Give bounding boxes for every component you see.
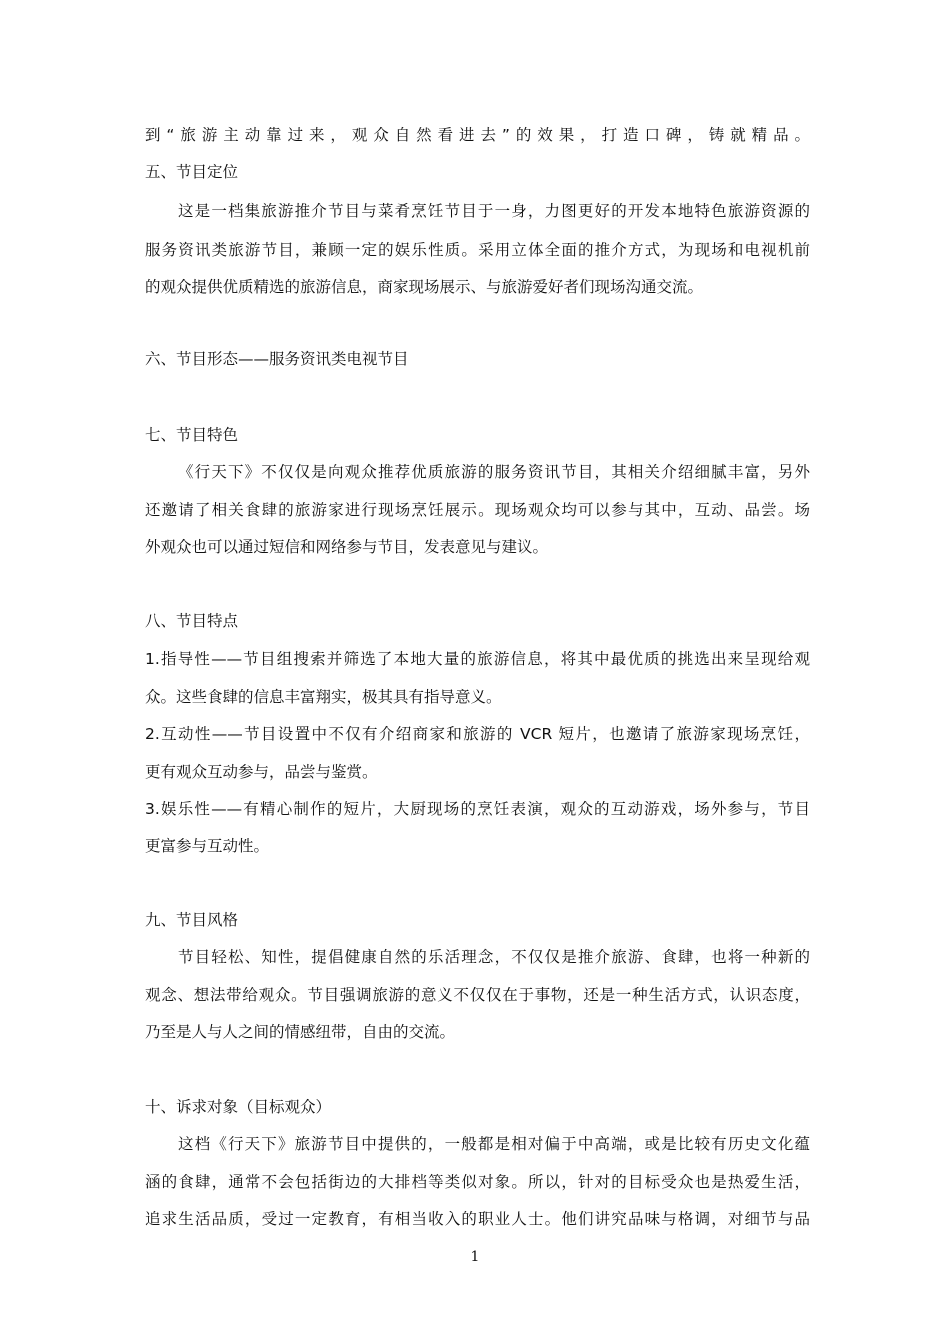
list-item-line: 更富参与互动性。 [145, 837, 270, 855]
paragraph-line: 节目轻松、知性，提倡健康自然的乐活理念，不仅仅是推介旅游、食肆，也将一种新的 [178, 948, 810, 966]
section-heading-format: 六、节目形态——服务资讯类电视节目 [145, 350, 409, 368]
section-heading-characteristics: 八、节目特点 [145, 612, 239, 630]
paragraph-line: 服务资讯类旅游节目，兼顾一定的娱乐性质。采用立体全面的推介方式，为现场和电视机前 [145, 241, 810, 259]
section-heading-style: 九、节目风格 [145, 911, 239, 929]
paragraph-line: 这是一档集旅游推介节目与菜肴烹饪节目于一身，力图更好的开发本地特色旅游资源的 [178, 202, 810, 220]
paragraph-line: 《行天下》不仅仅是向观众推荐优质旅游的服务资讯节目，其相关介绍细腻丰富，另外 [178, 463, 810, 481]
section-heading-features: 七、节目特色 [145, 426, 239, 444]
page-number: 1 [470, 1249, 480, 1265]
paragraph-line: 外观众也可以通过短信和网络参与节目，发表意见与建议。 [145, 538, 549, 556]
paragraph-line: 还邀请了相关食肆的旅游家进行现场烹饪展示。现场观众均可以参与其中，互动、品尝。场 [145, 501, 810, 519]
section-heading-audience: 十、诉求对象（目标观众） [145, 1098, 332, 1116]
paragraph-line: 观念、想法带给观众。节目强调旅游的意义不仅仅在于事物，还是一种生活方式，认识态度， [145, 986, 810, 1004]
list-item-line: 1.指导性——节目组搜索并筛选了本地大量的旅游信息，将其中最优质的挑选出来呈现给观 [145, 650, 810, 668]
list-item-line: 3.娱乐性——有精心制作的短片，大厨现场的烹饪表演，观众的互动游戏，场外参与，节目 [145, 800, 810, 818]
list-item-line: 更有观众互动参与，品尝与鉴赏。 [145, 763, 378, 781]
paragraph-line: 这档《行天下》旅游节目中提供的，一般都是相对偏于中高端，或是比较有历史文化蕴 [178, 1135, 810, 1153]
list-item-line: 2.互动性——节目设置中不仅有介绍商家和旅游的 VCR 短片，也邀请了旅游家现场烹饪， [145, 725, 810, 743]
paragraph-line: 追求生活品质，受过一定教育，有相当收入的职业人士。他们讲究品味与格调，对细节与品 [145, 1210, 810, 1228]
paragraph-line: 乃至是人与人之间的情感纽带，自由的交流。 [145, 1023, 456, 1041]
section-heading-positioning: 五、节目定位 [145, 163, 239, 181]
paragraph-line: 的观众提供优质精选的旅游信息，商家现场展示、与旅游爱好者们现场沟通交流。 [145, 278, 704, 296]
paragraph-line: 到“旅游主动靠过来，观众自然看进去”的效果，打造口碑，铸就精品。 [145, 126, 810, 144]
list-item-line: 众。这些食肆的信息丰富翔实，极其具有指导意义。 [145, 688, 502, 706]
paragraph-line: 涵的食肆，通常不会包括街边的大排档等类似对象。所以，针对的目标受众也是热爱生活， [145, 1173, 810, 1191]
